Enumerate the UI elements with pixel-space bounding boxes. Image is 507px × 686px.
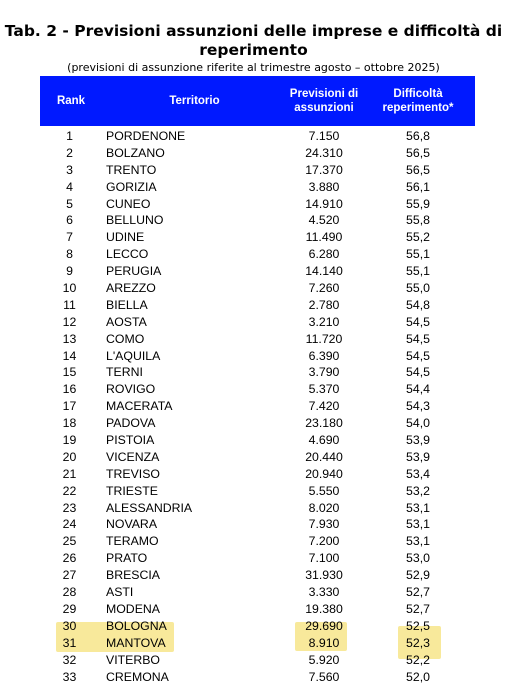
previsioni-cell: 4.520 (308, 213, 340, 228)
difficolta-cell: 54,3 (406, 399, 430, 414)
difficolta-cell: 52,0 (406, 669, 430, 684)
territorio-cell: TERNI (106, 365, 143, 380)
table-row (40, 229, 475, 246)
previsioni-cell: 5.370 (308, 382, 340, 397)
table-row (40, 128, 475, 145)
rank-cell: 1 (66, 129, 73, 143)
table-row (40, 533, 475, 550)
territorio-cell: CUNEO (106, 196, 151, 211)
previsioni-cell: 7.420 (308, 399, 340, 414)
territorio-cell: AREZZO (106, 281, 156, 296)
difficolta-cell: 56,1 (406, 179, 430, 194)
rank-cell: 19 (62, 433, 77, 448)
previsioni-cell: 17.370 (305, 162, 343, 177)
previsioni-cell: 3.790 (308, 365, 340, 380)
rank-cell: 14 (62, 348, 77, 363)
table-row (40, 635, 475, 652)
table-row (40, 449, 475, 466)
table-row (40, 466, 475, 483)
previsioni-cell: 31.930 (305, 568, 343, 583)
difficolta-cell: 52,9 (406, 568, 430, 583)
difficolta-cell: 52,2 (406, 652, 430, 667)
rank-cell: 31 (62, 635, 77, 650)
difficolta-cell: 53,1 (406, 534, 430, 549)
previsioni-cell: 7.260 (308, 281, 340, 296)
territorio-cell: BOLZANO (106, 145, 165, 160)
difficolta-cell: 55,1 (406, 247, 430, 262)
table-subtitle: (previsioni di assunzione riferite al trimestre agosto – ottobre 2025) (67, 61, 440, 74)
rank-cell: 21 (62, 466, 77, 481)
table-row (40, 263, 475, 280)
rank-cell: 5 (66, 196, 73, 211)
territorio-cell: CREMONA (106, 669, 169, 684)
previsioni-cell: 14.140 (305, 264, 343, 279)
table-row (40, 348, 475, 365)
table-row (40, 246, 475, 263)
previsioni-cell: 20.440 (305, 449, 343, 464)
previsioni-cell: 5.920 (308, 652, 340, 667)
territorio-cell: BOLOGNA (106, 618, 167, 633)
rank-cell: 33 (62, 669, 77, 684)
previsioni-cell: 11.490 (305, 230, 343, 245)
table-row (40, 618, 475, 635)
territorio-cell: AOSTA (106, 314, 147, 329)
territorio-cell: GORIZIA (106, 179, 157, 194)
territorio-cell: MACERATA (106, 399, 173, 414)
table-header (40, 76, 475, 126)
difficolta-cell: 56,5 (406, 162, 430, 177)
table-body (40, 128, 475, 685)
table-row (40, 398, 475, 415)
difficolta-cell: 55,0 (406, 281, 430, 296)
rank-cell: 29 (62, 601, 77, 616)
table-row (40, 364, 475, 381)
rank-cell: 16 (62, 382, 77, 397)
rank-cell: 6 (66, 213, 73, 228)
territorio-cell: PADOVA (106, 416, 156, 431)
previsioni-cell: 19.380 (305, 601, 343, 616)
difficolta-cell: 53,1 (406, 517, 430, 532)
previsioni-cell: 20.940 (305, 466, 343, 481)
table-row (40, 196, 475, 213)
rank-cell: 24 (62, 517, 77, 532)
rank-cell: 2 (66, 145, 73, 160)
difficolta-cell: 52,7 (406, 601, 430, 616)
table-row (40, 483, 475, 500)
territorio-cell: PRATO (106, 551, 148, 566)
table-row (40, 432, 475, 449)
difficolta-cell: 56,5 (406, 145, 430, 160)
territorio-cell: TREVISO (106, 466, 160, 481)
territorio-cell: VITERBO (106, 652, 160, 667)
previsioni-cell: 8.020 (308, 500, 340, 515)
difficolta-cell: 55,2 (406, 230, 430, 245)
difficolta-cell: 54,5 (406, 314, 430, 329)
difficolta-cell: 55,8 (406, 213, 430, 228)
rank-cell: 12 (62, 314, 77, 329)
table-row (40, 212, 475, 229)
previsioni-cell: 5.550 (308, 483, 340, 498)
difficolta-cell: 53,4 (406, 466, 430, 481)
header-previsioni: Previsioni di assunzioni (289, 88, 359, 114)
table-row (40, 331, 475, 348)
territorio-cell: ROVIGO (106, 382, 156, 397)
table-row (40, 415, 475, 432)
difficolta-cell: 54,8 (406, 297, 430, 312)
difficolta-cell: 54,4 (406, 382, 430, 397)
rank-cell: 4 (66, 179, 73, 194)
territorio-cell: ALESSANDRIA (106, 500, 193, 515)
previsioni-cell: 7.100 (308, 551, 340, 566)
difficolta-cell: 53,1 (406, 500, 430, 515)
previsioni-cell: 6.280 (308, 247, 340, 262)
rank-cell: 8 (66, 247, 73, 262)
territorio-cell: LECCO (106, 247, 149, 262)
territorio-cell: NOVARA (106, 517, 158, 532)
table-row (40, 500, 475, 517)
rank-cell: 9 (66, 264, 73, 279)
table-row (40, 516, 475, 533)
territorio-cell: TERAMO (106, 534, 159, 549)
territorio-cell: MODENA (106, 601, 160, 616)
previsioni-cell: 23.180 (305, 416, 343, 431)
rank-cell: 11 (63, 297, 76, 312)
previsioni-cell: 24.310 (305, 145, 343, 160)
table-row (40, 179, 475, 196)
table-row (40, 145, 475, 162)
territorio-cell: VICENZA (106, 449, 160, 464)
territorio-cell: BRESCIA (106, 568, 160, 583)
territorio-cell: ASTI (106, 585, 134, 600)
previsioni-cell: 8.910 (308, 635, 340, 650)
rank-cell: 7 (66, 230, 73, 245)
table-row (40, 601, 475, 618)
difficolta-cell: 55,9 (406, 196, 430, 211)
territorio-cell: PORDENONE (106, 129, 186, 143)
rank-cell: 10 (62, 281, 77, 296)
previsioni-cell: 3.210 (308, 314, 340, 329)
rank-cell: 3 (66, 162, 73, 177)
table-row (40, 669, 475, 686)
rank-cell: 32 (62, 652, 77, 667)
territorio-cell: COMO (106, 331, 145, 346)
difficolta-cell: 54,5 (406, 331, 430, 346)
table-row (40, 280, 475, 297)
rank-cell: 17 (62, 399, 77, 414)
previsioni-cell: 4.690 (308, 433, 340, 448)
difficolta-cell: 53,0 (406, 551, 430, 566)
table-row (40, 297, 475, 314)
previsioni-cell: 6.390 (308, 348, 340, 363)
table-row (40, 381, 475, 398)
difficolta-cell: 55,1 (406, 264, 430, 279)
table-row (40, 652, 475, 669)
table-row (40, 550, 475, 567)
previsioni-cell: 14.910 (305, 196, 343, 211)
previsioni-cell: 7.200 (308, 534, 340, 549)
territorio-cell: L'AQUILA (106, 348, 161, 363)
header-difficolta: Difficoltà reperimento* (382, 88, 454, 114)
previsioni-cell: 3.330 (308, 585, 340, 600)
rank-cell: 22 (62, 483, 77, 498)
rank-cell: 30 (62, 618, 77, 633)
rank-cell: 23 (62, 500, 77, 515)
table-row (40, 162, 475, 179)
rank-cell: 20 (62, 449, 77, 464)
header-rank: Rank (56, 95, 86, 107)
difficolta-cell: 54,0 (406, 416, 430, 431)
previsioni-cell: 7.930 (308, 517, 340, 532)
previsioni-cell: 11.720 (305, 331, 343, 346)
table-row (40, 567, 475, 584)
rank-cell: 27 (62, 568, 77, 583)
territorio-cell: PISTOIA (106, 433, 155, 448)
rank-cell: 18 (62, 416, 77, 431)
territorio-cell: TRIESTE (106, 483, 158, 498)
table-row (40, 314, 475, 331)
previsioni-cell: 2.780 (308, 297, 340, 312)
difficolta-cell: 52,5 (406, 618, 430, 633)
difficolta-cell: 53,9 (406, 449, 430, 464)
difficolta-cell: 56,8 (406, 129, 430, 143)
table-title: Tab. 2 - Previsioni assunzioni delle imprese e difficoltà di reperimento (4, 22, 503, 59)
difficolta-cell: 53,2 (406, 483, 430, 498)
previsioni-cell: 3.880 (308, 179, 340, 194)
previsioni-cell: 7.560 (308, 669, 340, 684)
rank-cell: 26 (62, 551, 77, 566)
difficolta-cell: 52,3 (406, 635, 430, 650)
difficolta-cell: 54,5 (406, 365, 430, 380)
difficolta-cell: 52,7 (406, 585, 430, 600)
rank-cell: 25 (62, 534, 77, 549)
previsioni-cell: 7.150 (308, 129, 340, 143)
difficolta-cell: 54,5 (406, 348, 430, 363)
territorio-cell: PERUGIA (106, 264, 162, 279)
territorio-cell: UDINE (106, 230, 145, 245)
rank-cell: 28 (62, 585, 77, 600)
difficolta-cell: 53,9 (406, 433, 430, 448)
rank-cell: 13 (62, 331, 77, 346)
territorio-cell: BIELLA (106, 297, 148, 312)
table-row (40, 584, 475, 601)
rank-cell: 15 (62, 365, 77, 380)
previsioni-cell: 29.690 (305, 618, 343, 633)
territorio-cell: BELLUNO (106, 213, 164, 228)
header-territorio: Territorio (169, 95, 220, 107)
territorio-cell: TRENTO (106, 162, 157, 177)
territorio-cell: MANTOVA (106, 635, 166, 650)
